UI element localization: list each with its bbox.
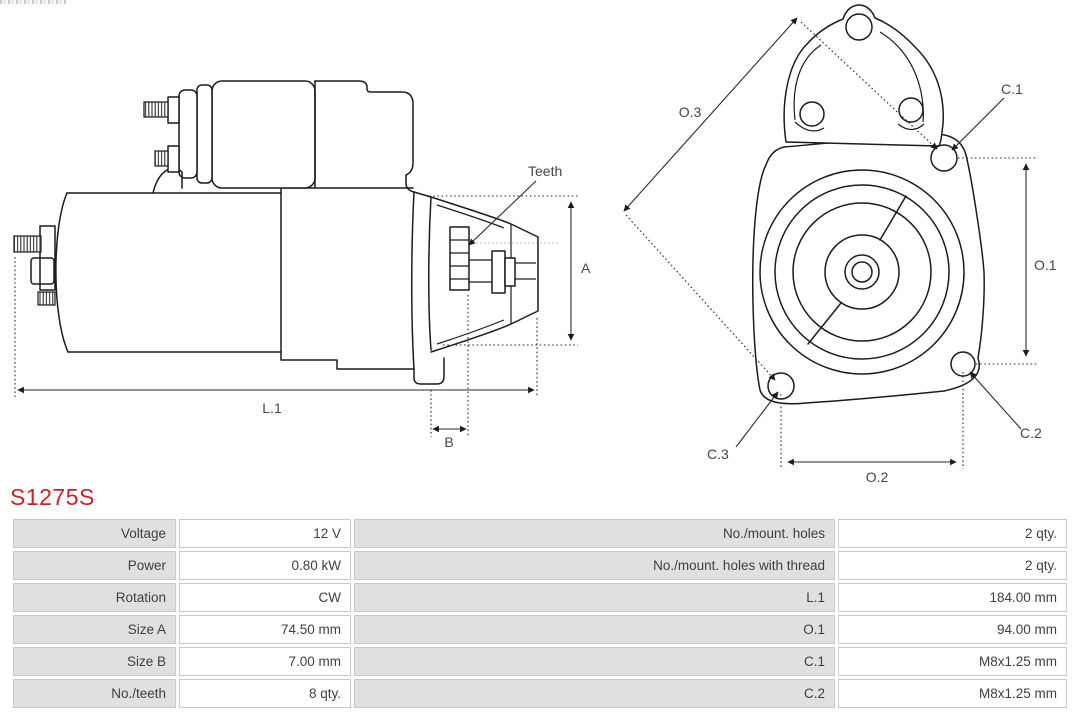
spec-value-teeth: 8 qty. bbox=[179, 679, 351, 708]
dim-label-c3: C.3 bbox=[707, 446, 729, 462]
spec-label-voltage: Voltage bbox=[13, 519, 176, 548]
spec-label-size-a: Size A bbox=[13, 615, 176, 644]
spec-label-teeth: No./teeth bbox=[13, 679, 176, 708]
spec-value-o1: 94.00 mm bbox=[838, 615, 1067, 644]
table-row bbox=[13, 583, 1067, 612]
dim-label-a: A bbox=[581, 260, 591, 276]
spec-label-mount-holes-thread: No./mount. holes with thread bbox=[354, 551, 835, 580]
spec-label-c1: C.1 bbox=[354, 647, 835, 676]
spec-label-c2: C.2 bbox=[354, 679, 835, 708]
dim-label-l1: L.1 bbox=[262, 400, 282, 416]
spec-value-rotation: CW bbox=[179, 583, 351, 612]
dim-label-o2: O.2 bbox=[865, 469, 889, 485]
spec-label-mount-holes: No./mount. holes bbox=[354, 519, 835, 548]
dim-label-c1: C.1 bbox=[1001, 81, 1023, 97]
spec-value-voltage: 12 V bbox=[179, 519, 351, 548]
spec-label-power: Power bbox=[13, 551, 176, 580]
dim-label-c2: C.2 bbox=[1020, 425, 1042, 441]
spec-value-mount-holes: 2 qty. bbox=[838, 519, 1067, 548]
spec-label-size-b: Size B bbox=[13, 647, 176, 676]
spec-value-c1: M8x1.25 mm bbox=[838, 647, 1067, 676]
spec-label-l1: L.1 bbox=[354, 583, 835, 612]
side-view-drawing bbox=[14, 81, 558, 384]
dim-label-o3: O.3 bbox=[678, 104, 702, 120]
dim-label-teeth: Teeth bbox=[528, 163, 563, 179]
table-row bbox=[13, 615, 1067, 644]
table-row bbox=[13, 647, 1067, 676]
specs-table bbox=[10, 516, 1070, 711]
spec-value-power: 0.80 kW bbox=[179, 551, 351, 580]
front-view-drawing bbox=[753, 5, 984, 404]
spec-value-c2: M8x1.25 mm bbox=[838, 679, 1067, 708]
spec-value-size-a: 74.50 mm bbox=[179, 615, 351, 644]
spec-label-rotation: Rotation bbox=[13, 583, 176, 612]
table-row bbox=[13, 519, 1067, 548]
spec-value-l1: 184.00 mm bbox=[838, 583, 1067, 612]
spec-value-mount-holes-thread: 2 qty. bbox=[838, 551, 1067, 580]
part-number: S1275S bbox=[10, 484, 95, 510]
dim-label-o1: O.1 bbox=[1034, 257, 1057, 273]
dim-label-b: B bbox=[444, 434, 454, 450]
spec-value-size-b: 7.00 mm bbox=[179, 647, 351, 676]
spec-label-o1: O.1 bbox=[354, 615, 835, 644]
table-row bbox=[13, 551, 1067, 580]
table-row bbox=[13, 679, 1067, 708]
